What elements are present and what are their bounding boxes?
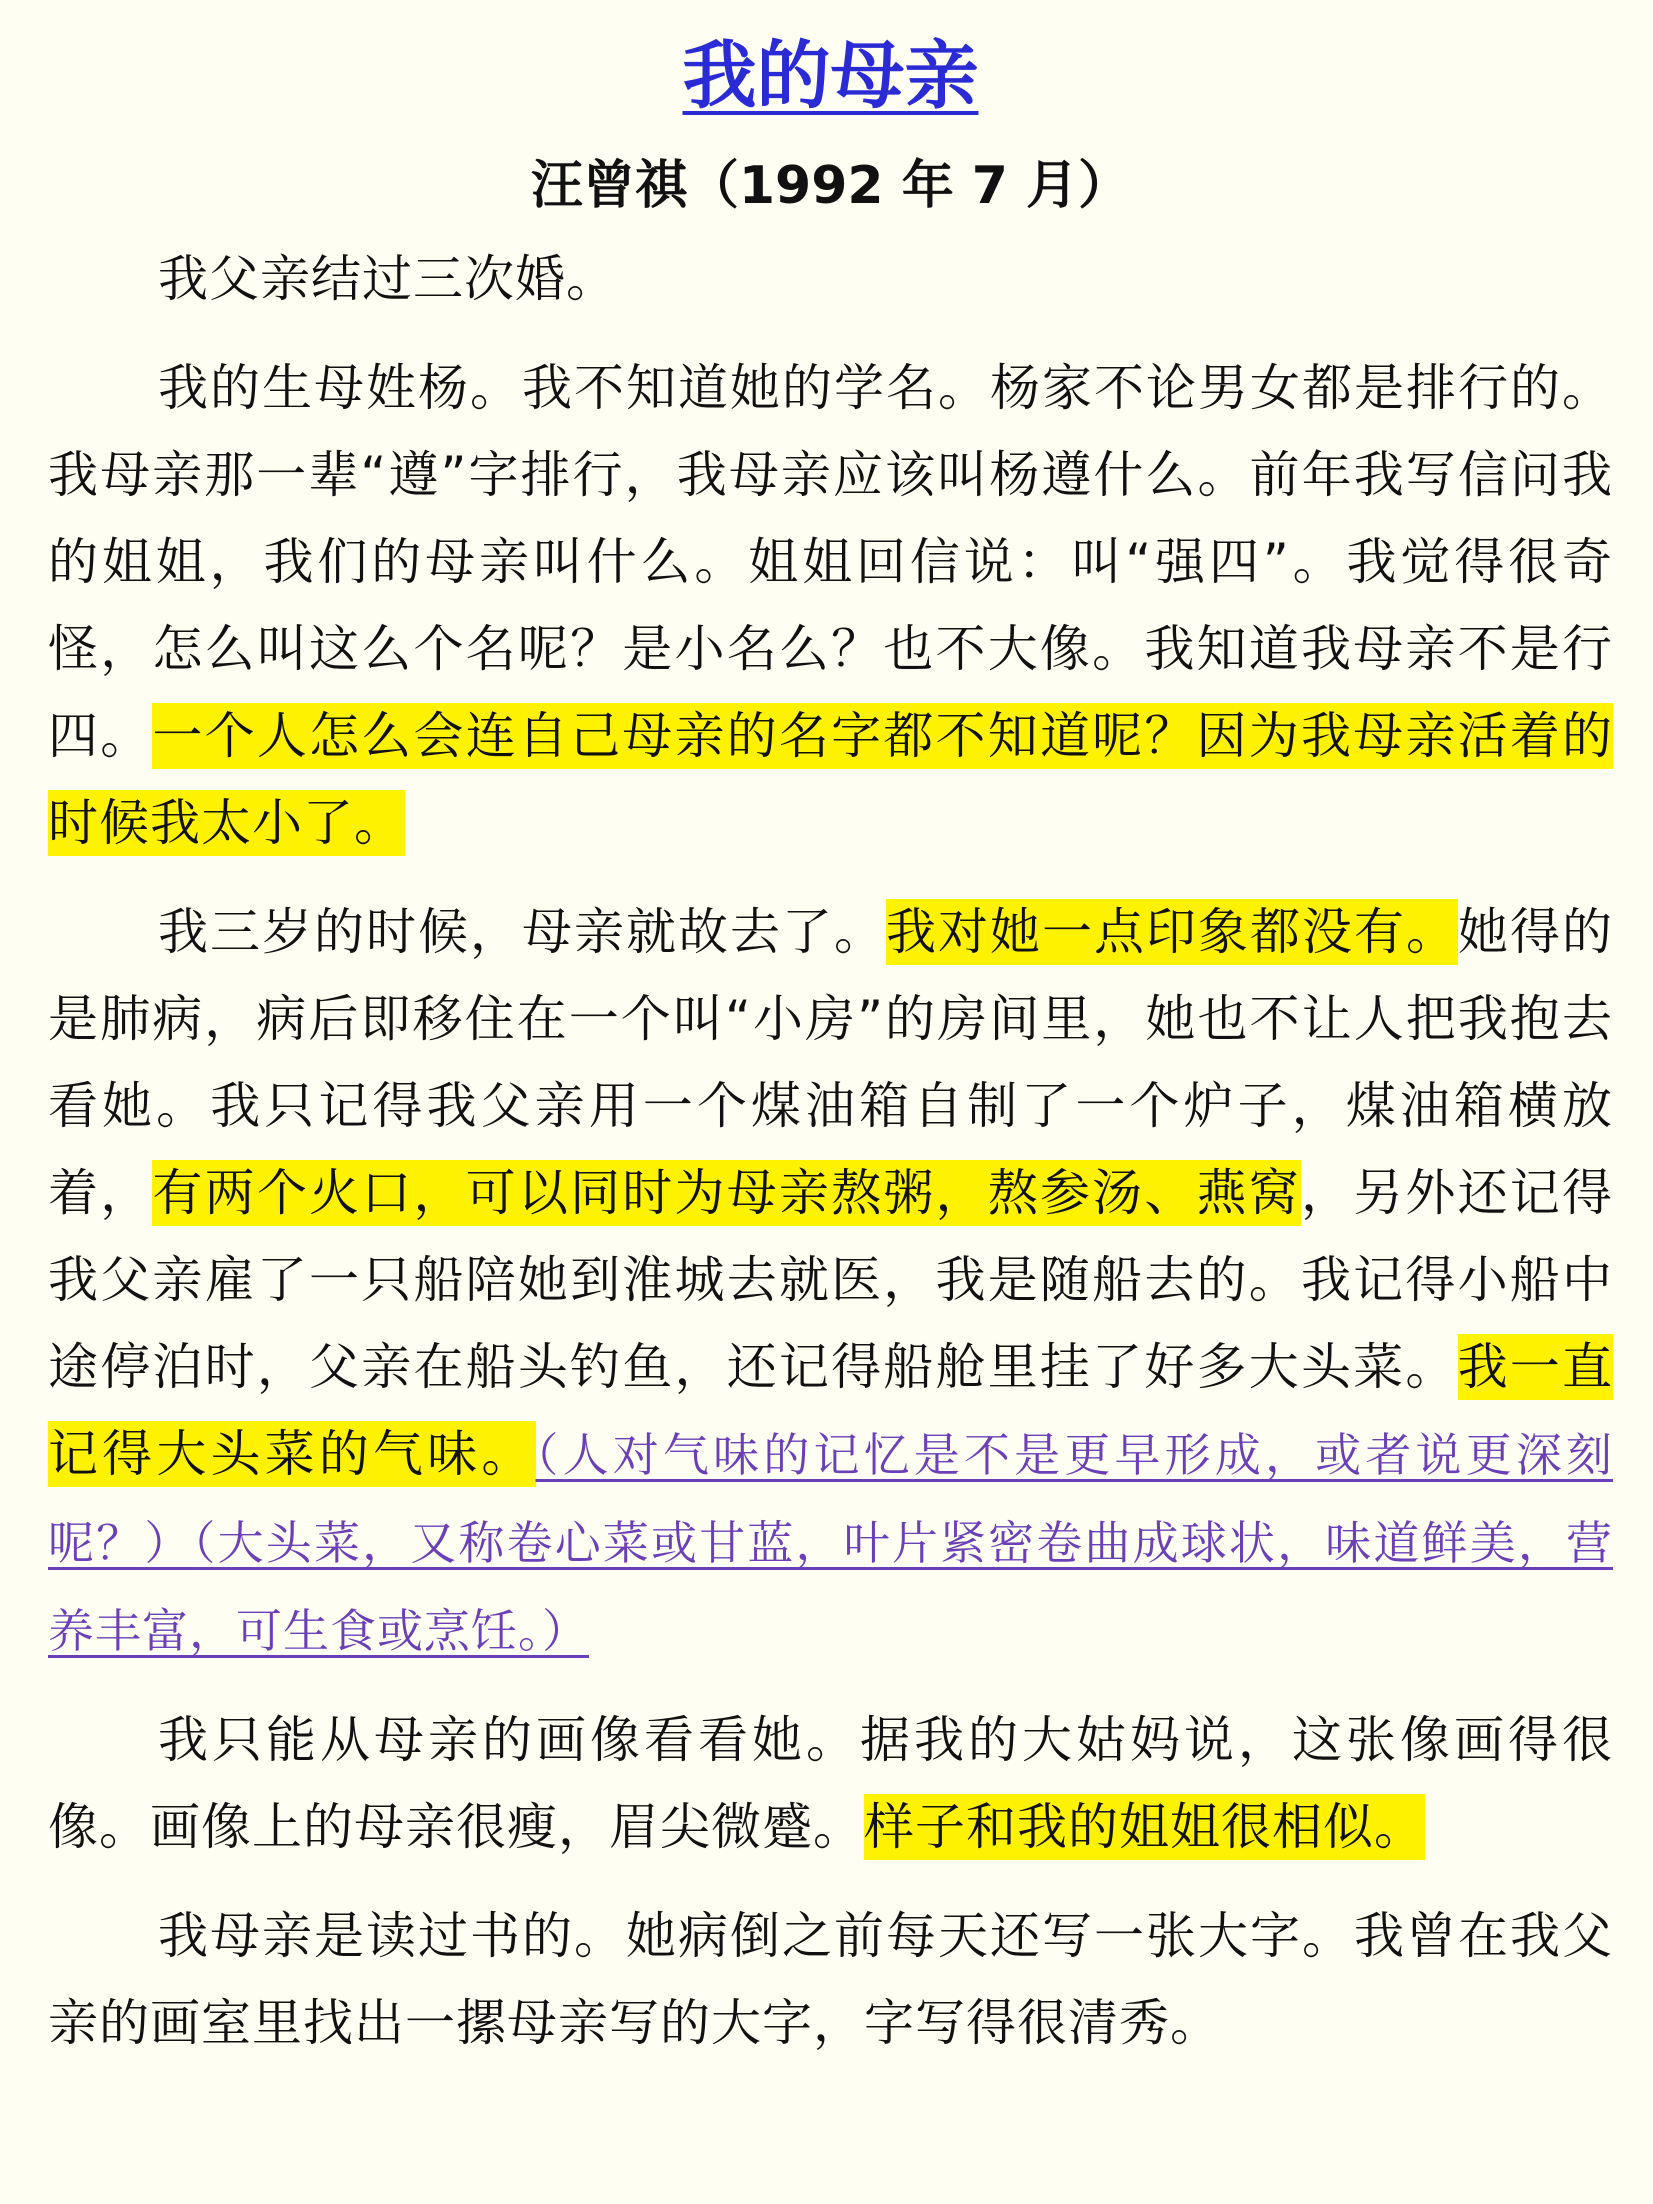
annotation-note: （人对气味的记忆是不是更早形成，或者说更深刻呢？） [48,1428,1614,1570]
paragraph-3-text: ，另外还记得我父亲雇了一只船陪她到淮城去就医，我是随船去的。我记得小船中途停泊时，父亲在船头钓鱼，还记得船舱里挂了好多大头菜。 [48,1164,1614,1396]
highlight-text: 我一直记得大头菜的气味。 [48,1334,1613,1487]
annotation-note: （大头菜，又称卷心菜或甘蓝，叶片紧密卷曲成球状，味道鲜美，营养丰富，可生食或烹饪。） [48,1516,1613,1658]
paragraph-4 [48,1697,1613,1871]
paragraph-5: 我母亲是读过书的。她病倒之前每天还写一张大字。我曾在我父亲的画室里找出一摞母亲写的大字，字写得很清秀。 [48,1907,1613,2052]
paragraph-3-text: 她得的是肺病，病后即移住在一个叫“小房”的房间里，她也不让人把我抱去看她。我只记得我父亲用一个煤油箱自制了一个炉子，煤油箱横放着， [48,903,1613,1222]
paragraph-3 [48,889,1613,1675]
highlight-text: 一个人怎么会连自己母亲的名字都不知道呢？因为我母亲活着的时候我太小了。 [48,703,1613,856]
highlight-text: 样子和我的姐姐很相似。 [864,1794,1425,1860]
paragraph-3-text: 我三岁的时候，母亲就故去了。 [158,903,886,961]
highlight-text: 我对她一点印象都没有。 [886,899,1458,965]
paragraph-1: 我父亲结过三次婚。 [158,250,617,308]
paragraph-2-text: 我的生母姓杨。我不知道她的学名。杨家不论男女都是排行的。我母亲那一辈“遵”字排行，我母亲应该叫杨遵什么。前年我写信问我的姐姐，我们的母亲叫什么。姐姐回信说：叫“强四”。我觉得很奇怪，怎么叫这么个名呢？是小名么？也不大像。我知道我母亲不是行四。 [48,359,1613,765]
title-text: 我的母亲 [682,33,979,119]
paragraph-2 [48,345,1613,867]
page-title [48,26,1613,126]
paragraph-4-text: 我只能从母亲的画像看看她。据我的大姑妈说，这张像画得很像。画像上的母亲很瘦，眉尖微蹙。 [48,1711,1613,1856]
highlight-text: 有两个火口，可以同时为母亲熬粥，熬参汤、燕窝 [152,1160,1301,1226]
author-date-line: 汪曾祺（1992 年 7 月） [530,156,1131,216]
